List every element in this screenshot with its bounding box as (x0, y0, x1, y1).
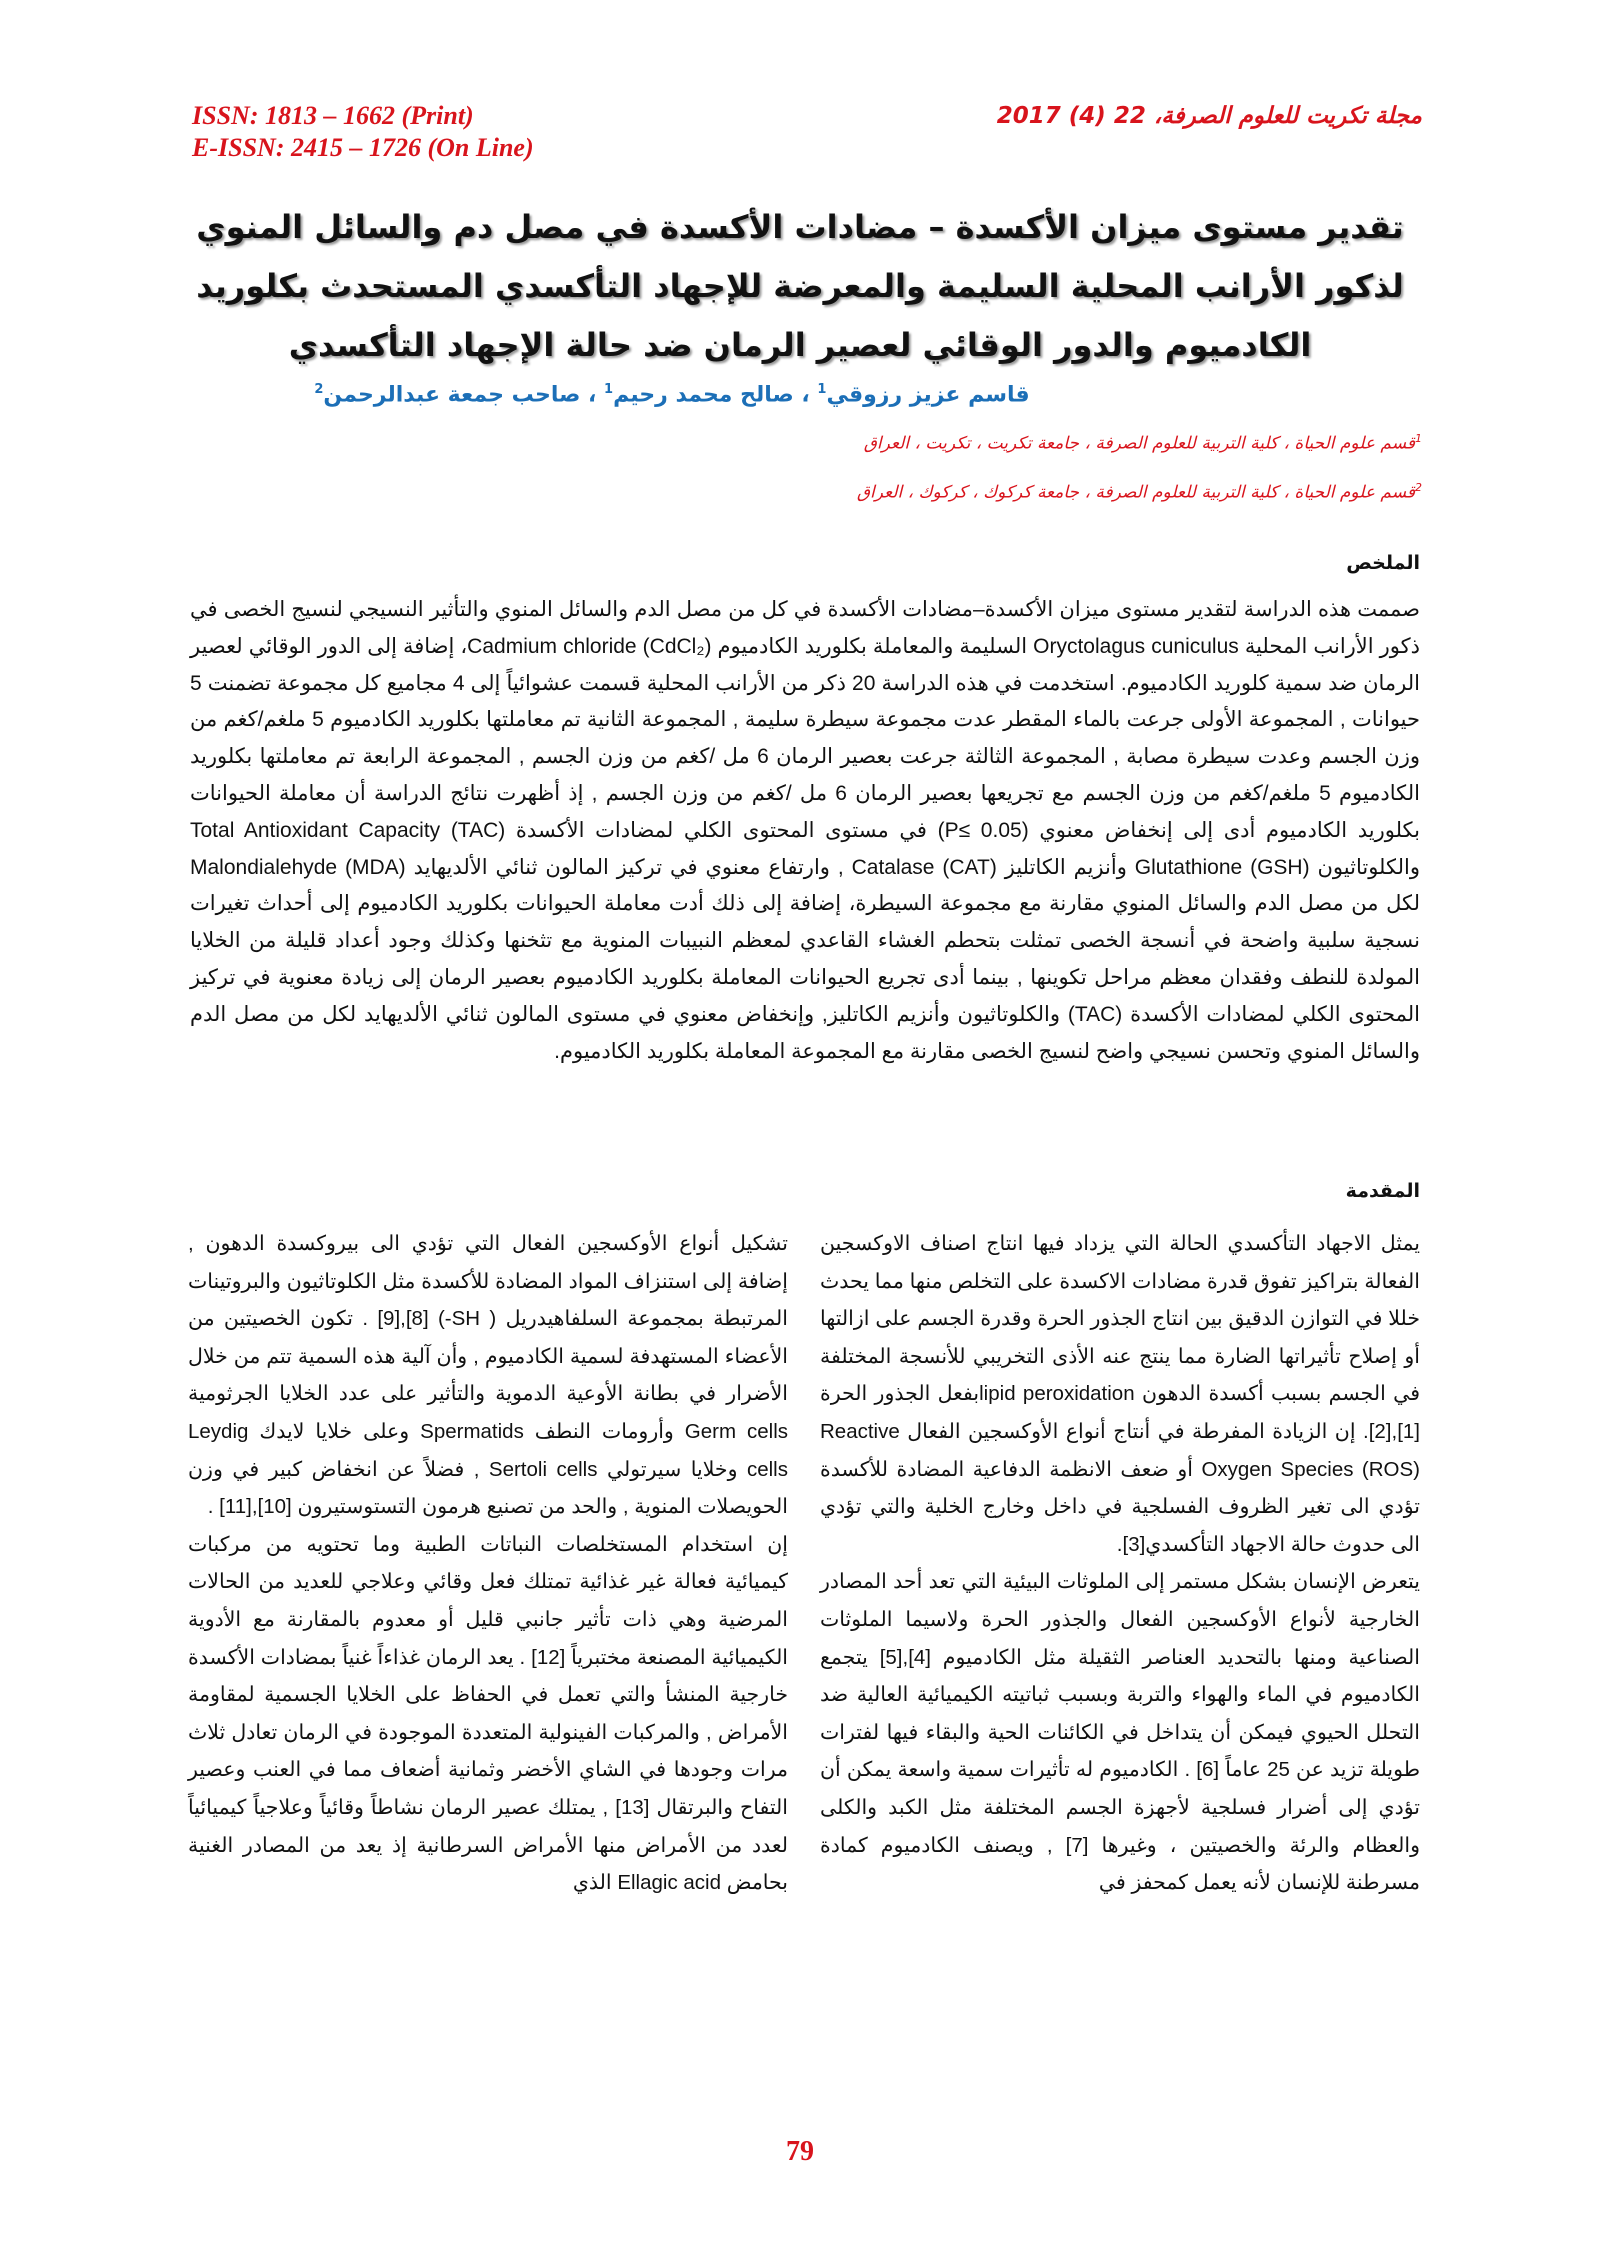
affiliation-mark: 1 (1415, 432, 1422, 445)
paragraph: يمثل الاجهاد التأكسدي الحالة التي يزداد فيها انتاج اصناف الاوكسجين الفعالة بتراكيز تفوق قدرة مضادات الاكسدة على التخلص منها مما يحدث خللا في التوازن الدقيق بين انتاج الجذور الحرة وقدرة الجسم على ازالتها أو إصلاح تأثيراتها الضارة مما ينتج عنه الأذى التخريبي للأنسجة المختلفة في الجسم بسبب أكسدة الدهون lipid peroxidationبفعل الجذور الحرة [1],[2]. إن الزيادة المفرطة في أنتاج أنواع الأوكسجين الفعال Reactive Oxygen Species (ROS) أو ضعف الانظمة الدفاعية المضادة للأكسدة تؤدي الى تغير الظروف الفسلجية في داخل وخارج الخلية والتي تؤدي الى حدوث حالة الاجهاد التأكسدي[3]. (820, 1232, 1420, 1556)
paragraph: تشكيل أنواع الأوكسجين الفعال التي تؤدي الى بيروكسدة الدهون , إضافة إلى استنزاف المواد المضادة للأكسدة مثل الكلوتاثيون والبروتينات المرتبطة بمجموعة السلفاهيدريل ( SH-) [8],[9] . تكون الخصيتين من الأعضاء المستهدفة لسمية الكادميوم , وأن آلية هذه السمية تتم من خلال الأضرار في بطانة الأوعية الدموية والتأثير على عدد الخلايا الجرثومية Germ cells وأرومات النطف Spermatids وعلى خلايا لايدك Leydig cells وخلايا سيرتولي Sertoli cells , فضلاً عن انخفاض كبير في وزن الحويصلات المنوية , والحد من تصنيع هرمون التستوستيرون [10],[11] . (188, 1232, 789, 1519)
paragraph: إن استخدام المستخلصات النباتات الطبية وما تحتويه من مركبات كيميائية فعالة غير غذائية تمتلك فعل وقائي وعلاجي للعديد من الحالات المرضية وهي ذات تأثير جانبي قليل أو معدوم بالمقارنة مع الأدوية الكيميائية المصنعة مختبرياً [12] . يعد الرمان غذاءاً غنياً بمضادات الأكسدة خارجية المنشأ والتي تعمل في الحفاظ على الخلايا الجسمية لمقاومة الأمراض , والمركبات الفينولية المتعددة الموجودة في الرمان تعادل ثلاث مرات وجودها في الشاي الأخضر وثمانية أضعاف مما في العنب وعصير التفاح والبرتقال [13] , يمتلك عصير الرمان نشاطاً وقائياً وعلاجياً كيميائياً لعدد من الأمراض منها الأمراض السرطانية إذ يعد من المصادر الغنية بحامض Ellagic acid الذي (188, 1532, 789, 1895)
affiliation-mark: 1 (817, 382, 827, 397)
author-separator: ، (793, 382, 818, 408)
article-title: تقدير مستوى ميزان الأكسدة – مضادات الأكسدة في مصل دم والسائل المنوي لذكور الأرانب المحلية السليمة والمعرضة للإجهاد التأكسدي المستحدث بكلوريد الكادميوم والدور الوقائي لعصير الرمان ضد حالة الإجهاد التأكسدي (196, 208, 1404, 364)
issn-print: ISSN: 1813 – 1662 (Print) (192, 101, 474, 130)
abstract-body: صممت هذه الدراسة لتقدير مستوى ميزان الأكسدة–مضادات الأكسدة في كل من مصل الدم والسائل المنوي والتأثير النسيجي لنسيج الخصى في ذكور الأرانب المحلية Oryctolagus cuniculus السليمة والمعاملة بكلوريد الكادميوم Cadmium chloride (CdCl₂)، إضافة إلى الدور الوقائي لعصير الرمان ضد سمية كلوريد الكادميوم. استخدمت في هذه الدراسة 20 ذكر من الأرانب المحلية قسمت عشوائياً إلى 4 مجاميع كل مجموعة تضمنت 5 حيوانات , المجموعة الأولى جرعت بالماء المقطر عدت مجموعة سيطرة سليمة , المجموعة الثانية تم معاملتها بكلوريد الكادميوم 5 ملغم/كغم من وزن الجسم وعدت سيطرة مصابة , المجموعة الثالثة جرعت بعصير الرمان 6 مل /كغم من وزن الجسم , المجموعة الرابعة تم معاملتها بكلوريد الكادميوم 5 ملغم/كغم من وزن الجسم مع تجريعها بعصير الرمان 6 مل /كغم من وزن الجسم , إذ أظهرت نتائج الدراسة أن معاملة الحيوانات بكلوريد الكادميوم أدى إلى إنخفاض معنوي (P≤ 0.05) في مستوى المحتوى الكلي لمضادات الأكسدة Total Antioxidant Capacity (TAC) والكلوتاثيون Glutathione (GSH) وأنزيم الكاتليز Catalase (CAT) , وارتفاع معنوي في تركيز المالون ثنائي الألديهايد Malondialehyde (MDA) لكل من مصل الدم والسائل المنوي مقارنة مع مجموعة السيطرة، إضافة إلى ذلك أدت معاملة الحيوانات بكلوريد الكادميوم إلى أحداث تغيرات نسجية سلبية واضحة في أنسجة الخصى تمثلت بتحطم الغشاء القاعدي لمعظم النبيبات المنوية مع تثخنها وكذلك وجود أعداد قليلة من الخلايا المولدة للنطف وفقدان معظم مراحل تكوينها , بينما أدى تجريع الحيوانات المعاملة بكلوريد الكادميوم بعصير الرمان إلى زيادة معنوية في تركيز المحتوى الكلي لمضادات الأكسدة (TAC) والكلوتاثيون وأنزيم الكاتليز, وإنخفاض معنوي في مستوى المالون ثنائي الألديهايد لكل من مصل الدم والسائل المنوي وتحسن نسيجي واضح لنسيج الخصى مقارنة مع المجموعة المعاملة بكلوريد الكادميوم. (190, 598, 1421, 1063)
author-name: صاحب جمعة عبدالرحمن (323, 382, 581, 408)
issn-block (192, 100, 534, 164)
affiliation-text: قسم علوم الحياة ، كلية التربية للعلوم الصرفة ، جامعة تكريت ، تكريت ، العراق (863, 433, 1415, 454)
intro-left-column (188, 1225, 788, 1902)
abstract-heading: الملخص (1346, 552, 1420, 574)
author-list (182, 382, 1422, 407)
author-separator: ، (580, 382, 605, 408)
author-name: قاسم عزيز رزوقي (826, 382, 1030, 408)
issn-online: E-ISSN: 2415 – 1726 (On Line) (192, 133, 534, 162)
journal-citation: مجلة تكريت للعلوم الصرفة، 22 (4) 2017 (996, 103, 1422, 129)
affiliation-1 (864, 432, 1422, 454)
affiliation-mark: 2 (1415, 481, 1422, 494)
affiliation-mark: 2 (314, 382, 324, 397)
page-number: 79 (786, 2136, 814, 2167)
paragraph: يتعرض الإنسان بشكل مستمر إلى الملوثات البيئية التي تعد أحد المصادر الخارجية لأنواع الأوكسجين الفعال والجذور الحرة ولاسيما الملوثات الصناعية ومنها بالتحديد العناصر الثقيلة مثل الكادميوم [4],[5] يتجمع الكادميوم في الماء والهواء والتربة وبسبب ثباتيته الكيميائية العالية ضد التحلل الحيوي فيمكن أن يتداخل في الكائنات الحية والبقاء فيها لفترات طويلة تزيد عن 25 عاماً [6] . الكادميوم له تأثيرات سمية واسعة يمكن أن تؤدي إلى أضرار فسلجية لأجهزة الجسم المختلفة مثل الكبد والكلى والعظام والرئة والخصيتين ، وغيرها [7] , ويصنف الكادميوم كمادة مسرطنة للإنسان لأنه يعمل كمحفز في (820, 1570, 1421, 1895)
author-name: صالح محمد رحيم (613, 382, 794, 408)
affiliation-text: قسم علوم الحياة ، كلية التربية للعلوم الصرفة ، جامعة كركوك ، كركوك ، العراق (856, 482, 1415, 503)
affiliation-2 (857, 481, 1422, 503)
introduction-heading: المقدمة (1345, 1180, 1420, 1202)
affiliation-mark: 1 (604, 382, 614, 397)
intro-right-column (820, 1225, 1420, 1902)
